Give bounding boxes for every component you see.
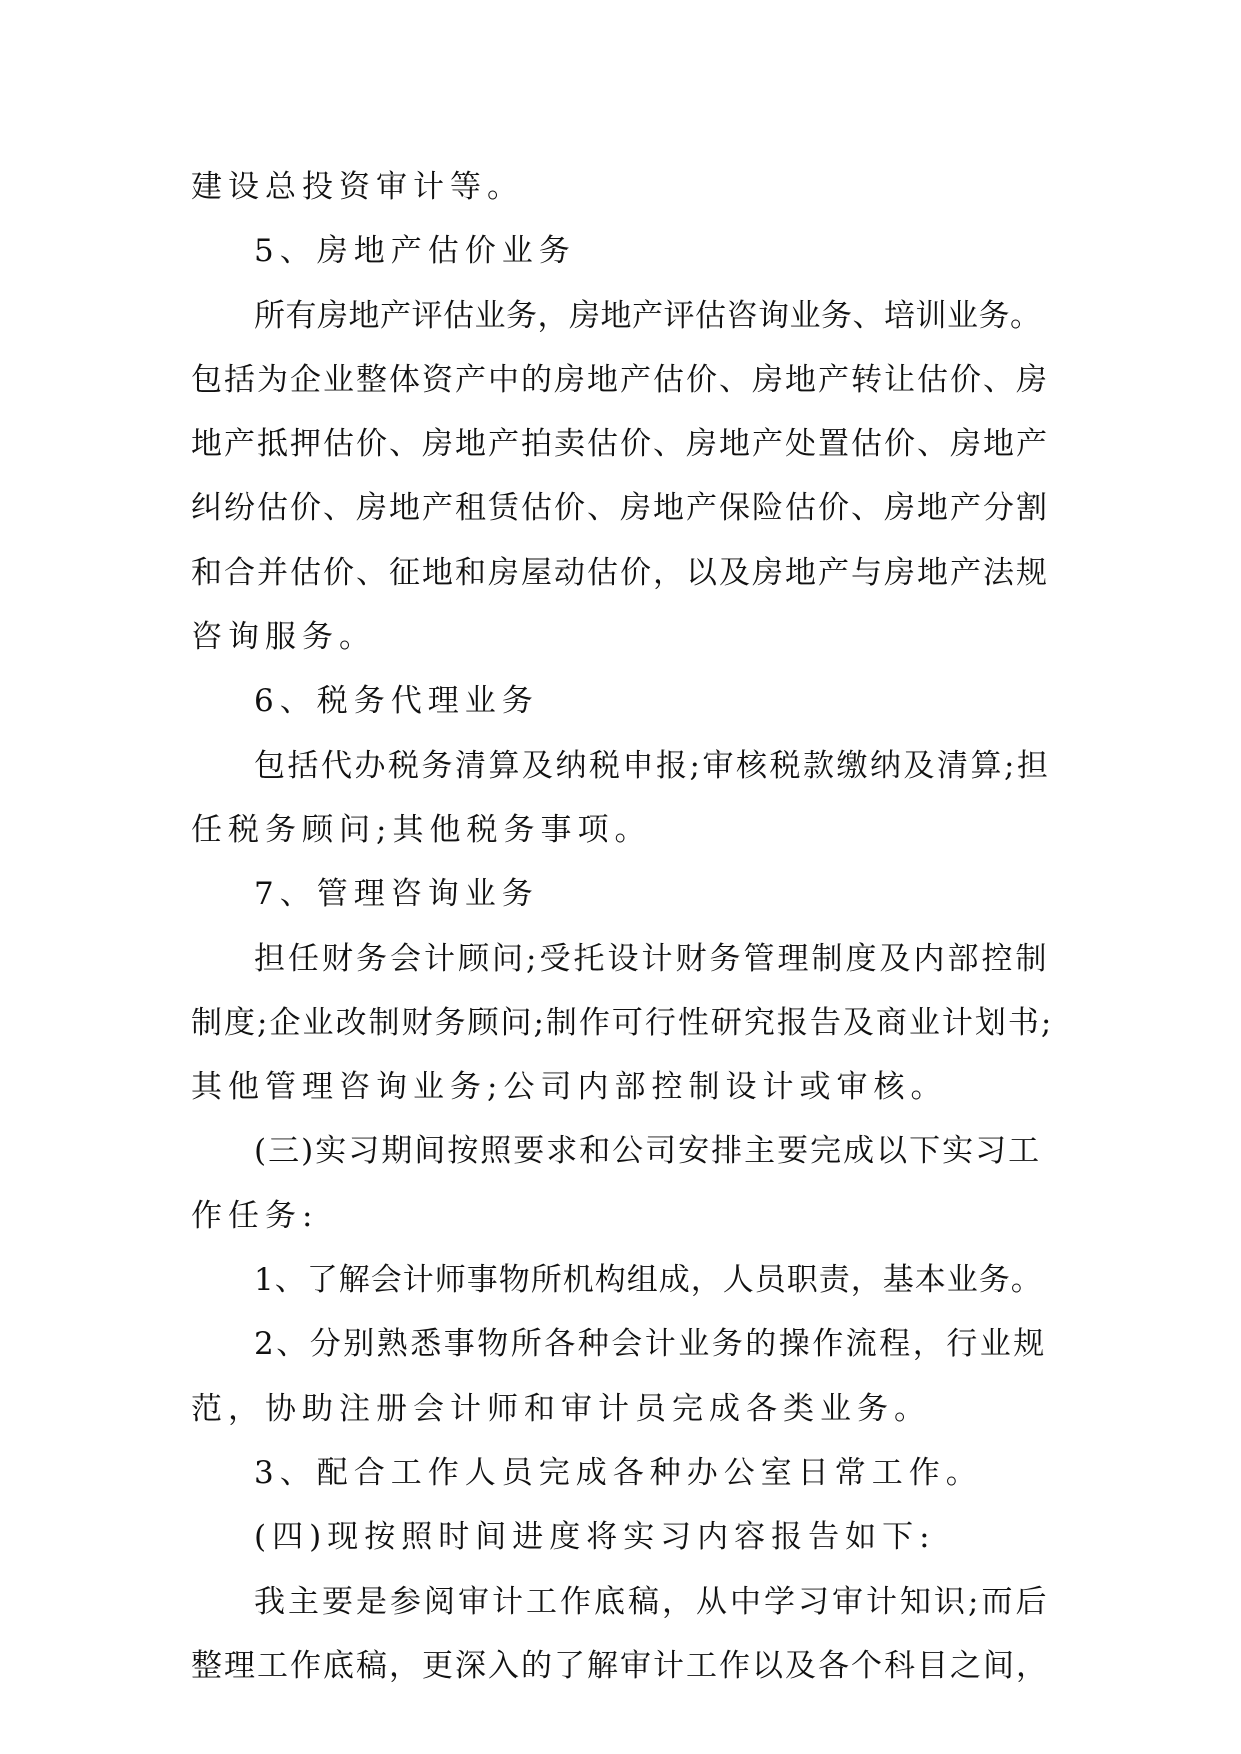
text-line: 所有房地产评估业务，房地产评估咨询业务、培训业务。 [254,297,1042,334]
text-line: 整理工作底稿，更深入的了解审计工作以及各个科目之间， [191,1647,1049,1684]
text-line: 地产抵押估价、房地产拍卖估价、房地产处置估价、房地产 [191,426,1049,463]
text-line: 建设总投资审计等。 [191,169,524,205]
section-heading: 5、房地产估价业务 [254,233,576,270]
body-text [191,155,1054,1698]
text-line: 我主要是参阅审计工作底稿，从中学习审计知识;而后 [254,1583,1050,1620]
text-line: 担任财务会计顾问;受托设计财务管理制度及内部控制 [254,940,1050,977]
text-line: 包括代办税务清算及纳税申报;审核税款缴纳及清算;担 [254,747,1051,784]
text-line: 包括为企业整体资产中的房地产估价、房地产转让估价、房 [191,361,1049,398]
text-line: 其他管理咨询业务;公司内部控制设计或审核。 [191,1069,948,1106]
section-heading: 7、管理咨询业务 [254,876,539,913]
list-item: 1、了解会计师事物所机构组成，人员职责，基本业务。 [254,1262,1043,1299]
section-heading: (三)实习期间按照要求和公司安排主要完成以下实习工 [254,1133,1042,1170]
list-item: 2、分别熟悉事物所各种会计业务的操作流程，行业规 [254,1326,1047,1363]
list-item: 3、配合工作人员完成各种办公室日常工作。 [254,1454,983,1491]
section-heading: (四)现按照时间进度将实习内容报告如下: [254,1519,936,1556]
section-heading: 6、税务代理业务 [254,683,539,720]
text-line: 任税务顾问;其他税务事项。 [191,811,652,848]
text-line: 咨询服务。 [191,619,376,656]
text-line: 作任务: [191,1197,319,1234]
text-line: 范，协助注册会计师和审计员完成各类业务。 [191,1390,931,1427]
text-line: 制度;企业改制财务顾问;制作可行性研究报告及商业计划书; [191,1004,1054,1041]
text-line: 纠纷估价、房地产租赁估价、房地产保险估价、房地产分割 [191,490,1049,527]
text-line: 和合并估价、征地和房屋动估价，以及房地产与房地产法规 [191,554,1049,591]
